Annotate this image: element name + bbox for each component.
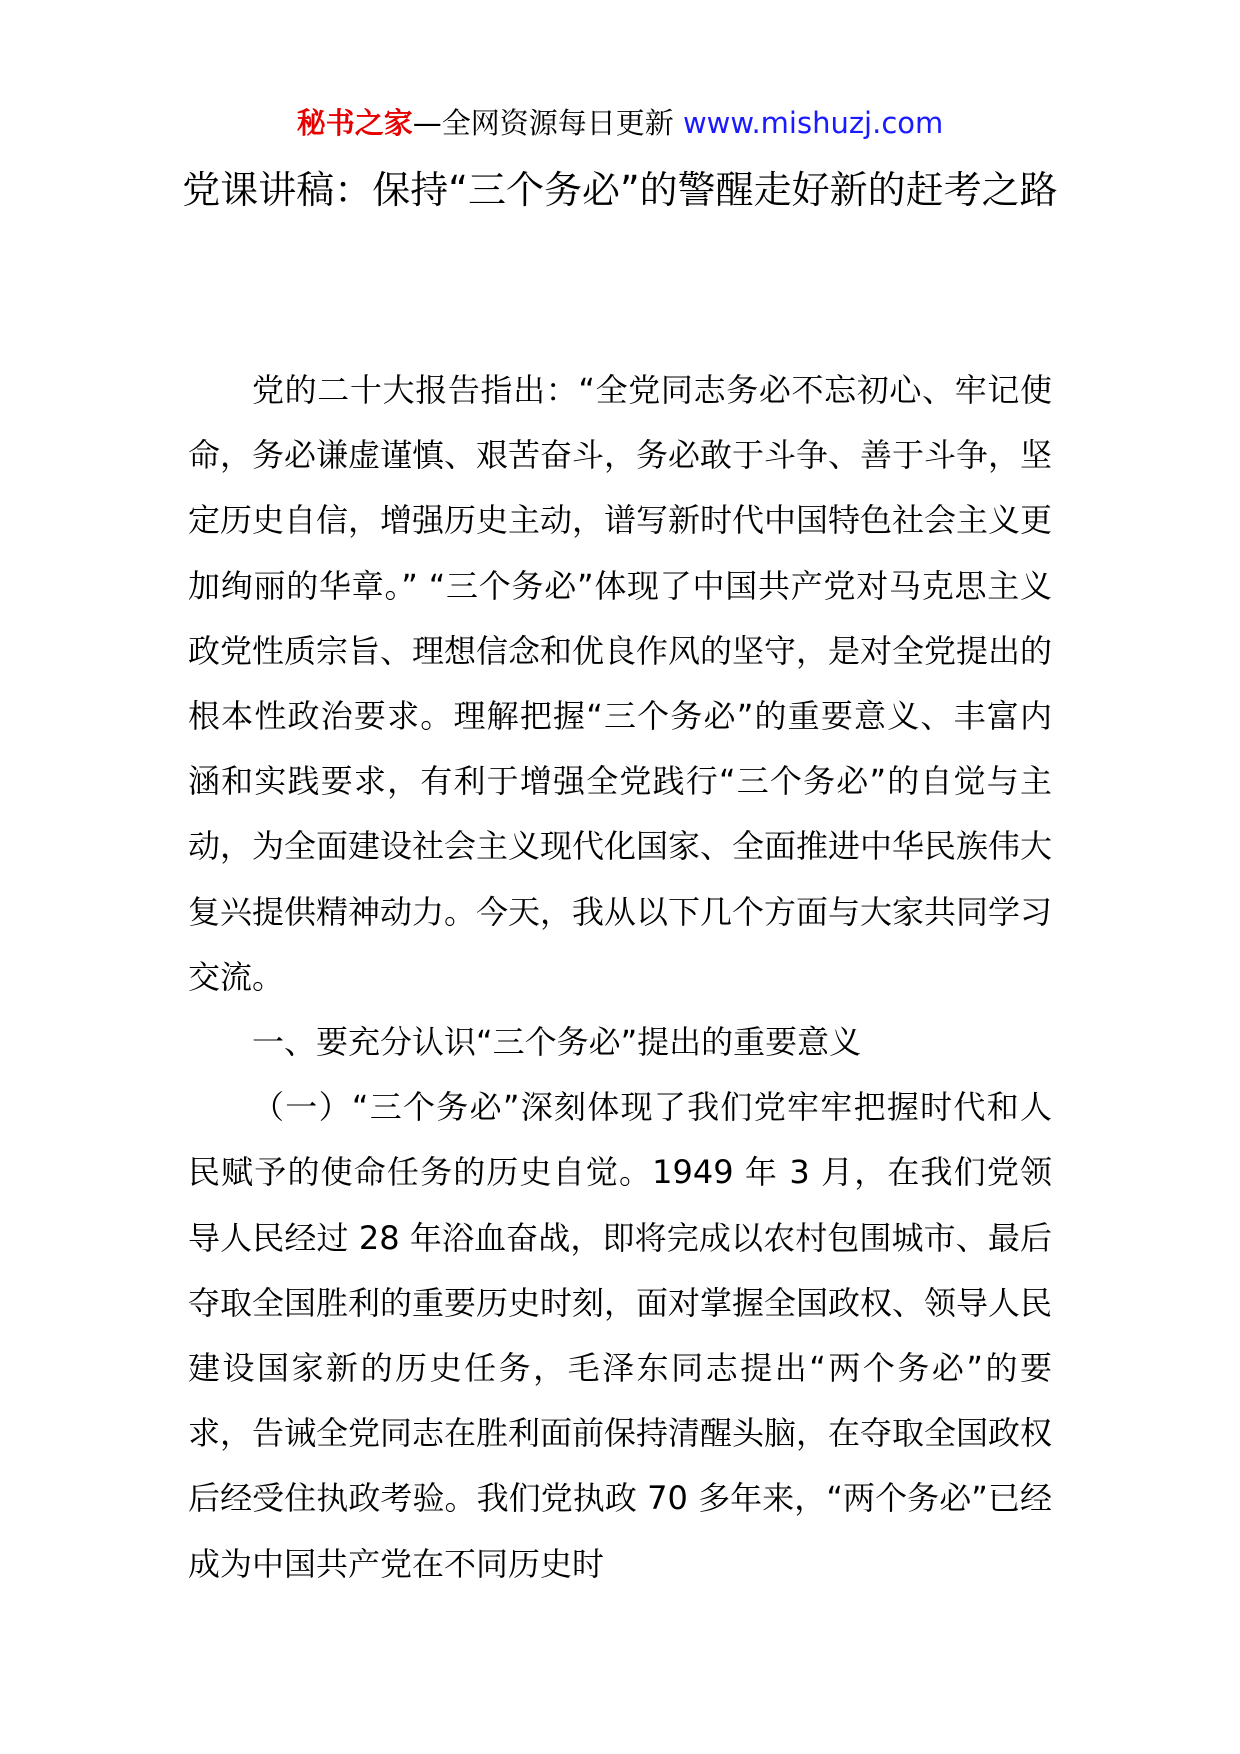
document-title: 党课讲稿：保持“三个务必”的警醒走好新的赶考之路 — [182, 168, 1058, 212]
intro-paragraph: 党的二十大报告指出：“全党同志务必不忘初心、牢记使命，务必谦虚谨慎、艰苦奋斗，务必敢于斗争、善于斗争，坚定历史自信，增强历史主动，谱写新时代中国特色社会主义更加绚丽的华章。” “三个务必”体现了中国共产党对马克思主义政党性质宗旨、理想信念和优良作风的坚守，是对全党提出的根本性政治要求。理解把握“三个务必”的重要意义、丰富内涵和实践要求，有利于增强全党践行“三个务必”的自觉与主动，为全面建设社会主义现代化国家、全面推进中华民族伟大复兴提供精神动力。今天，我从以下几个方面与大家共同学习交流。 — [188, 371, 1053, 996]
subsection-paragraph: （一）“三个务必”深刻体现了我们党牢牢把握时代和人民赋予的使命任务的历史自觉。1949 年 3 月，在我们党领导人民经过 28 年浴血奋战，即将完成以农村包围城市、最后夺取全国胜利的重要历史时刻，面对掌握全国政权、领导人民建设国家新的历史任务，毛泽东同志提出“两个务必”的要求，告诫全党同志在胜利面前保持清醒头脑，在夺取全国政权后经受住执政考验。我们党执政 70 多年来，“两个务必”已经成为中国共产党在不同历史时 — [188, 1088, 1053, 1583]
site-url-link[interactable]: www.mishuzj.com — [682, 106, 944, 140]
site-brand: 秘书之家 — [296, 106, 413, 140]
section-heading: 一、要充分认识“三个务必”提出的重要意义 — [252, 1023, 862, 1062]
site-tagline: —全网资源每日更新 — [412, 106, 674, 140]
site-header — [0, 100, 1240, 146]
document-body — [188, 358, 1052, 1597]
